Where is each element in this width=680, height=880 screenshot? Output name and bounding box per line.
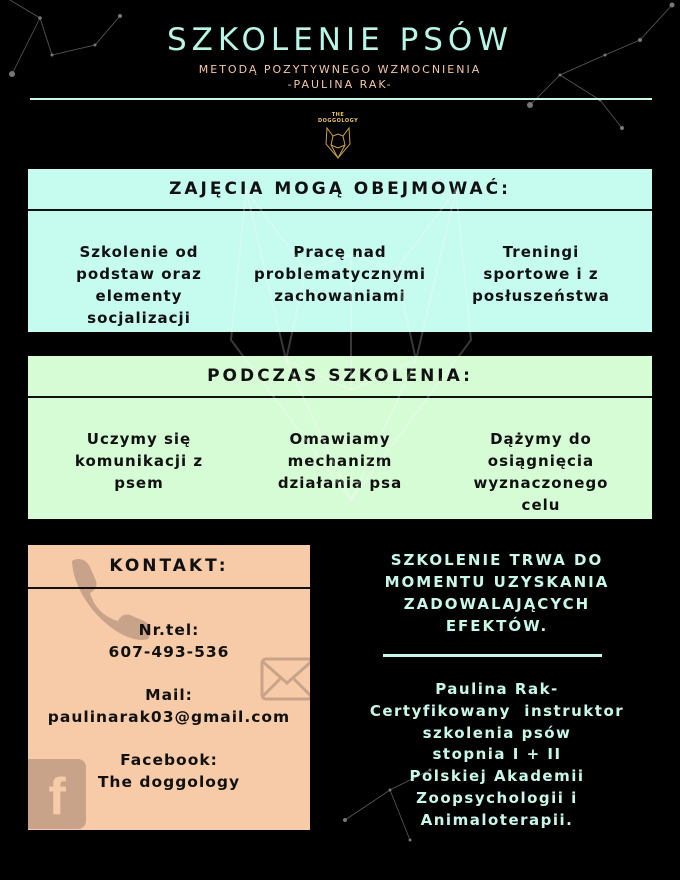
- phone-number[interactable]: 607-493-536: [108, 643, 230, 661]
- during-line: osiągnięcia: [487, 452, 595, 470]
- facebook-icon: f: [28, 759, 86, 829]
- activity-line: Treningi: [502, 243, 580, 261]
- during-line: komunikacji z: [74, 452, 204, 470]
- duration-line: SZKOLENIE TRWA DO: [390, 551, 604, 569]
- page-subtitle: METODĄ POZYTYWNEGO WZMOCNIENIA: [198, 63, 482, 76]
- duration-line: MOMENTU UZYSKANIA: [384, 573, 610, 591]
- wolf-logo-icon: [318, 112, 358, 162]
- activity-line: problematycznymi: [253, 265, 427, 283]
- during-line: wyznaczonego: [473, 474, 609, 492]
- activity-line: podstaw oraz: [76, 265, 202, 283]
- during-line: Uczymy się: [86, 430, 192, 448]
- page-title: SZKOLENIE PSÓW: [166, 22, 513, 58]
- credential-line: Certyfikowany instruktor: [369, 701, 625, 720]
- activity-line: Pracę nad: [293, 243, 387, 261]
- credential-line: Polskiej Akademii: [409, 767, 585, 786]
- section-divider: [383, 654, 602, 657]
- author-line: -PAULINA RAK-: [287, 78, 393, 91]
- contact-card: [28, 545, 310, 830]
- activity-line: zachowaniami: [274, 287, 406, 305]
- activity-item: [40, 241, 238, 329]
- instructor-credentials: [345, 679, 649, 832]
- activities-heading: ZAJĘCIA MOGĄ OBEJMOWAĆ:: [28, 169, 652, 211]
- credential-line: Paulina Rak-: [435, 680, 559, 698]
- during-line: mechanizm: [287, 452, 393, 470]
- activity-line: sportowe i z: [483, 265, 599, 283]
- during-heading: PODCZAS SZKOLENIA:: [28, 356, 652, 398]
- duration-note: [352, 549, 642, 637]
- during-line: Dążymy do: [490, 430, 592, 448]
- during-item: [40, 428, 238, 516]
- credential-line: stopnia I + II: [432, 745, 562, 764]
- activity-line: socjalizacji: [87, 309, 191, 327]
- mail-address[interactable]: paulinarak03@gmail.com: [47, 708, 291, 726]
- facebook-label: Facebook:: [120, 751, 218, 769]
- during-line: działania psa: [277, 474, 403, 492]
- wolf-watermark-icon: [226, 180, 476, 510]
- credential-line: Animaloterapii.: [420, 810, 574, 829]
- during-line: Omawiamy: [289, 430, 391, 448]
- during-line: psem: [114, 474, 164, 492]
- contact-heading: KONTAKT:: [28, 545, 310, 589]
- logo-text-the: THE: [331, 112, 345, 118]
- logo-text-brand: DOGGOLOGY: [318, 118, 359, 124]
- credential-line: szkolenia psów: [422, 723, 572, 742]
- activity-line: posłuszeństwa: [472, 287, 610, 305]
- activity-line: elementy: [95, 287, 183, 305]
- activity-line: Szkolenie od: [79, 243, 199, 261]
- mail-label: Mail:: [145, 686, 193, 704]
- phone-label: Nr.tel:: [138, 621, 200, 639]
- during-line: celu: [521, 496, 561, 514]
- header-divider: [30, 98, 652, 100]
- facebook-page[interactable]: The doggology: [97, 773, 241, 791]
- duration-line: ZADOWALAJĄCYCH: [403, 595, 591, 613]
- duration-line: EFEKTÓW.: [445, 617, 549, 635]
- credential-line: Zoopsychologii i: [416, 788, 578, 807]
